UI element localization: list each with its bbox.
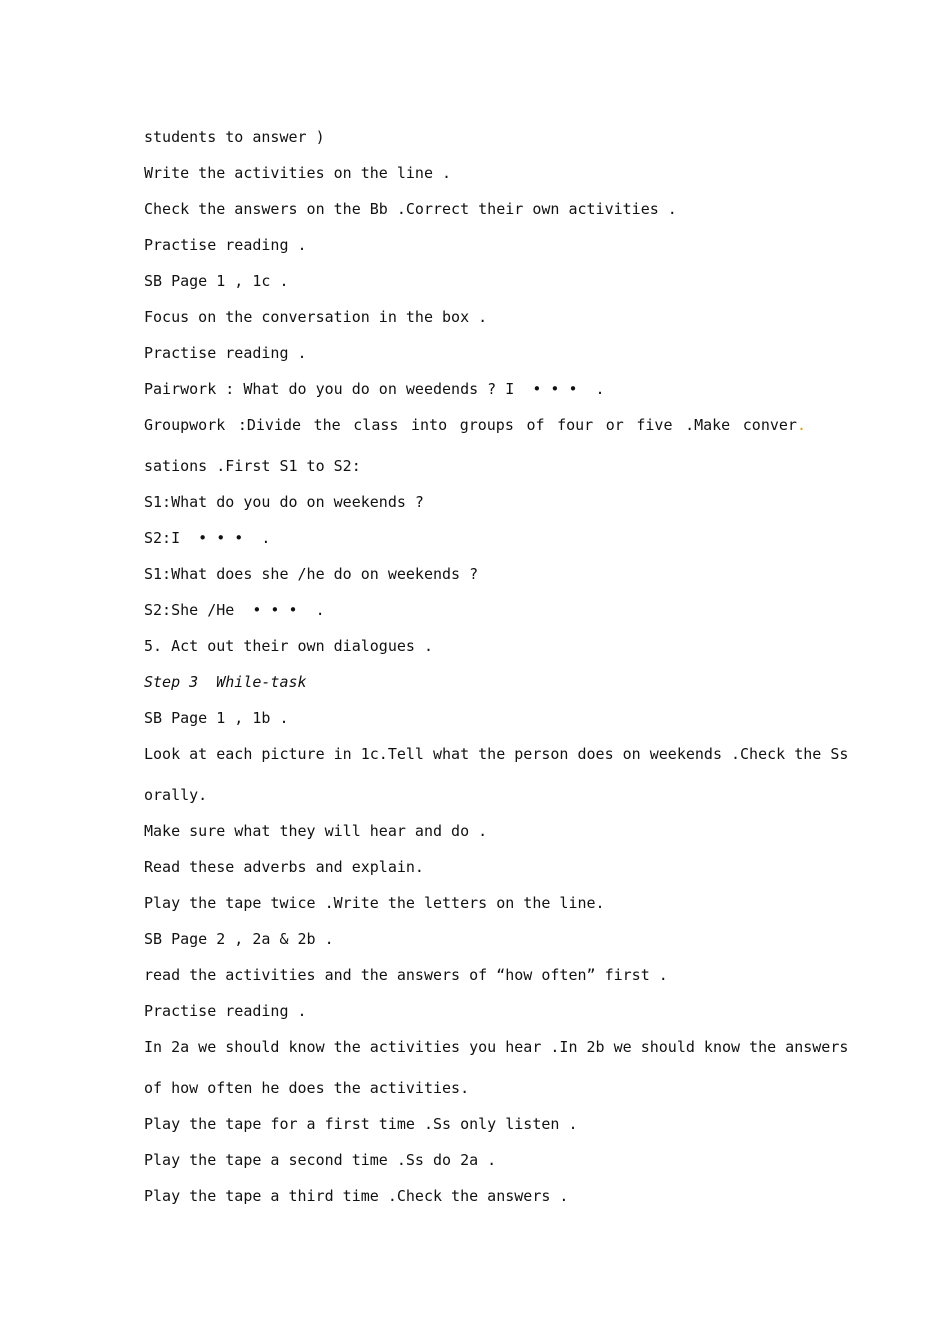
text-line: students to answer ) [144,128,325,146]
text-line: Play the tape a second time .Ss do 2a . [144,1151,497,1169]
text-line: In 2a we should know the activities you hear .In 2b we should know the answers [144,1038,849,1056]
word: .Make [685,416,731,434]
text-line: Practise reading . [144,344,307,362]
word: the [313,416,341,434]
text-line: read the activities and the answers of “how often” first . [144,966,668,984]
text-line: SB Page 1 , 1b . [144,709,289,727]
word: of [526,416,545,434]
text-line: orally. [144,786,208,804]
text-line: Check the answers on the Bb .Correct their own activities . [144,200,677,218]
text-line: Look at each picture in 1c.Tell what the person does on weekends .Check the Ss [144,745,849,763]
text-line: Read these adverbs and explain. [144,858,424,876]
text-line: Play the tape a third time .Check the answers . [144,1187,569,1205]
text-line: Practise reading . [144,236,307,254]
text-line: S2:She /He • • • . [144,601,325,619]
text-line: Pairwork : What do you do on weedends ? I • • • . [144,380,605,398]
text-line: sations .First S1 to S2: [144,457,361,475]
text-line: Play the tape twice .Write the letters on the line. [144,894,605,912]
text-line: of how often he does the activities. [144,1079,470,1097]
word: into [411,416,448,434]
word: four [557,416,594,434]
text-line: Focus on the conversation in the box . [144,308,488,326]
highlight-dot: . [796,416,806,434]
text-line: S1:What does she /he do on weekends ? [144,565,479,583]
word: :Divide [237,416,302,434]
text-line: SB Page 2 , 2a & 2b . [144,930,334,948]
word: conver. [742,416,806,434]
text-line-justified [144,416,806,434]
word: Groupwork [144,416,226,434]
word: or [605,416,624,434]
text-line: Make sure what they will hear and do . [144,822,488,840]
text-line: S2:I • • • . [144,529,271,547]
text-line: Write the activities on the line . [144,164,452,182]
word: class [353,416,399,434]
text-line: S1:What do you do on weekends ? [144,493,424,511]
text-line: SB Page 1 , 1c . [144,272,289,290]
word: five [636,416,673,434]
text-line: 5. Act out their own dialogues . [144,637,433,655]
text-line: Play the tape for a first time .Ss only listen . [144,1115,578,1133]
text-line: Practise reading . [144,1002,307,1020]
word: groups [459,416,514,434]
step-heading: Step 3 While-task [144,673,307,691]
